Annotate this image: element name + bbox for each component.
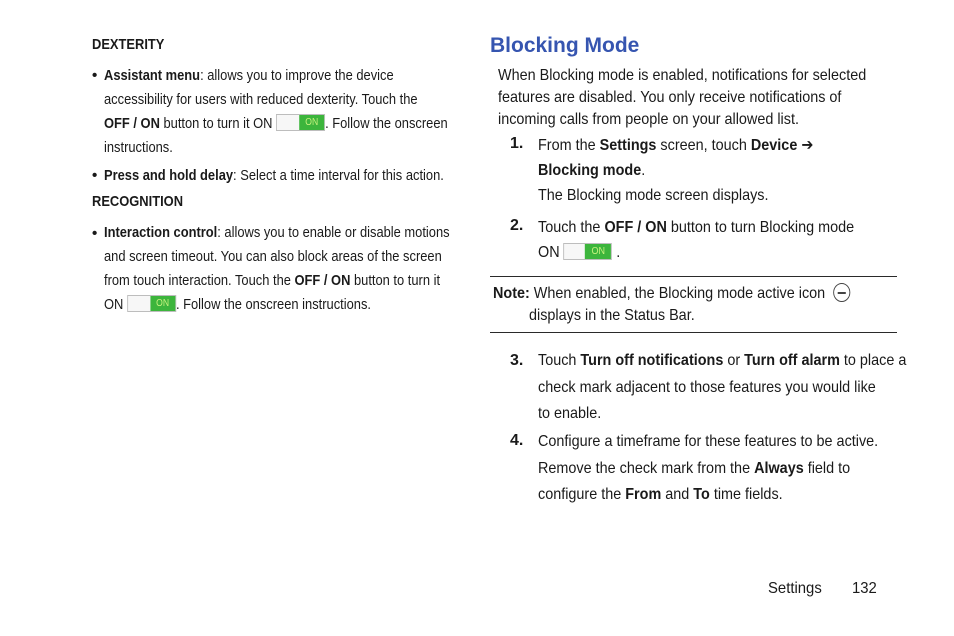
on-toggle-icon: [127, 295, 176, 312]
note: [493, 283, 850, 327]
step-1-text: From the: [538, 137, 600, 154]
off-on-label: OFF / ON: [104, 115, 160, 132]
step-2-on: ON: [538, 244, 560, 261]
step-4-text-2: Remove the check mark from the: [538, 459, 755, 477]
page-number: 132: [852, 580, 877, 597]
interaction-text-4: button to turn it: [350, 272, 441, 289]
assistant-menu-text-5: instructions.: [104, 139, 173, 156]
blocking-mode-term: Blocking mode: [538, 162, 642, 179]
bullet: •: [92, 67, 98, 84]
assistant-menu-text: : allows you to improve the device: [200, 67, 394, 84]
step-3-text-3: check mark adjacent to those features you would like: [538, 378, 876, 396]
assistant-menu-text-4: . Follow the onscreen: [325, 115, 448, 132]
step-1-result: The Blocking mode screen displays.: [538, 187, 769, 204]
to-term: To: [693, 486, 710, 503]
on-toggle-icon: [276, 114, 325, 131]
intro-paragraph: [498, 65, 866, 131]
step-2-text: Touch the: [538, 219, 605, 236]
step-4-and: and: [661, 486, 694, 503]
step-number: 2.: [510, 217, 524, 234]
note-bottom-rule: [490, 332, 897, 333]
step-2-text-2: button to turn Blocking mode: [666, 219, 855, 236]
press-hold-item: [104, 164, 444, 188]
step-1: [538, 133, 813, 183]
period: .: [641, 162, 646, 179]
intro-line: incoming calls from people on your allowed list.: [498, 111, 799, 128]
assistant-menu-text-3: button to turn it ON: [159, 115, 273, 132]
note-text-2: displays in the Status Bar.: [529, 307, 695, 324]
toggle-on-label: ON: [585, 244, 611, 259]
step-3-text-2: to place a: [839, 352, 907, 369]
period: .: [616, 244, 621, 261]
step-4-text-4: configure the: [538, 486, 626, 503]
recognition-heading: RECOGNITION: [92, 193, 184, 210]
step-2: [538, 215, 854, 265]
step-3-text-4: to enable.: [538, 405, 602, 422]
dexterity-heading: DEXTERITY: [92, 36, 165, 53]
turn-off-alarm-term: Turn off alarm: [744, 352, 840, 369]
step-3-or: or: [723, 352, 745, 369]
assistant-menu-term: Assistant menu: [104, 67, 201, 84]
blocking-mode-minus-icon: [833, 283, 850, 302]
interaction-text-2: and screen timeout. You can also block areas of the screen: [104, 248, 442, 265]
note-label: Note:: [493, 285, 530, 302]
step-4-text: Configure a timeframe for these features to be active.: [538, 433, 879, 450]
interaction-control-term: Interaction control: [104, 224, 218, 241]
step-4: [538, 429, 878, 509]
interaction-text-5: ON: [104, 296, 124, 313]
interaction-control-item: [104, 221, 450, 317]
intro-line: When Blocking mode is enabled, notifications for selected: [498, 67, 867, 84]
step-number: 3.: [510, 352, 524, 369]
step-3-text: Touch: [538, 352, 581, 369]
assistant-menu-item: [104, 64, 448, 160]
device-term: Device ➔: [750, 137, 814, 154]
turn-off-notifications-term: Turn off notifications: [580, 352, 724, 369]
toggle-on-label: ON: [150, 296, 175, 311]
press-hold-term: Press and hold delay: [104, 167, 234, 184]
note-top-rule: [490, 276, 897, 277]
settings-term: Settings: [599, 137, 657, 154]
toggle-on-label: ON: [299, 115, 324, 130]
page-title: Blocking Mode: [490, 34, 640, 57]
from-term: From: [625, 486, 662, 503]
interaction-text-6: . Follow the onscreen instructions.: [175, 296, 371, 313]
note-text: When enabled, the Blocking mode active icon: [529, 285, 826, 302]
step-1-text-2: screen, touch: [656, 137, 751, 154]
step-number: 4.: [510, 432, 524, 449]
assistant-menu-text-2: accessibility for users with reduced dexterity. Touch the: [104, 91, 418, 108]
step-3: [538, 348, 906, 428]
interaction-text-3: from touch interaction. Touch the: [104, 272, 295, 289]
interaction-text: : allows you to enable or disable motions: [217, 224, 450, 241]
footer-section: Settings: [768, 580, 822, 597]
bullet: •: [92, 225, 98, 242]
off-on-label: OFF / ON: [294, 272, 351, 289]
on-toggle-icon: [564, 243, 613, 260]
off-on-label: OFF / ON: [604, 219, 667, 236]
press-hold-text: : Select a time interval for this action.: [233, 167, 444, 184]
step-4-text-3: field to: [803, 459, 851, 477]
intro-line: features are disabled. You only receive notifications of: [498, 89, 842, 106]
always-term: Always: [754, 459, 804, 477]
step-4-text-5: time fields.: [709, 486, 783, 503]
step-number: 1.: [510, 135, 524, 152]
bullet: •: [92, 167, 98, 184]
